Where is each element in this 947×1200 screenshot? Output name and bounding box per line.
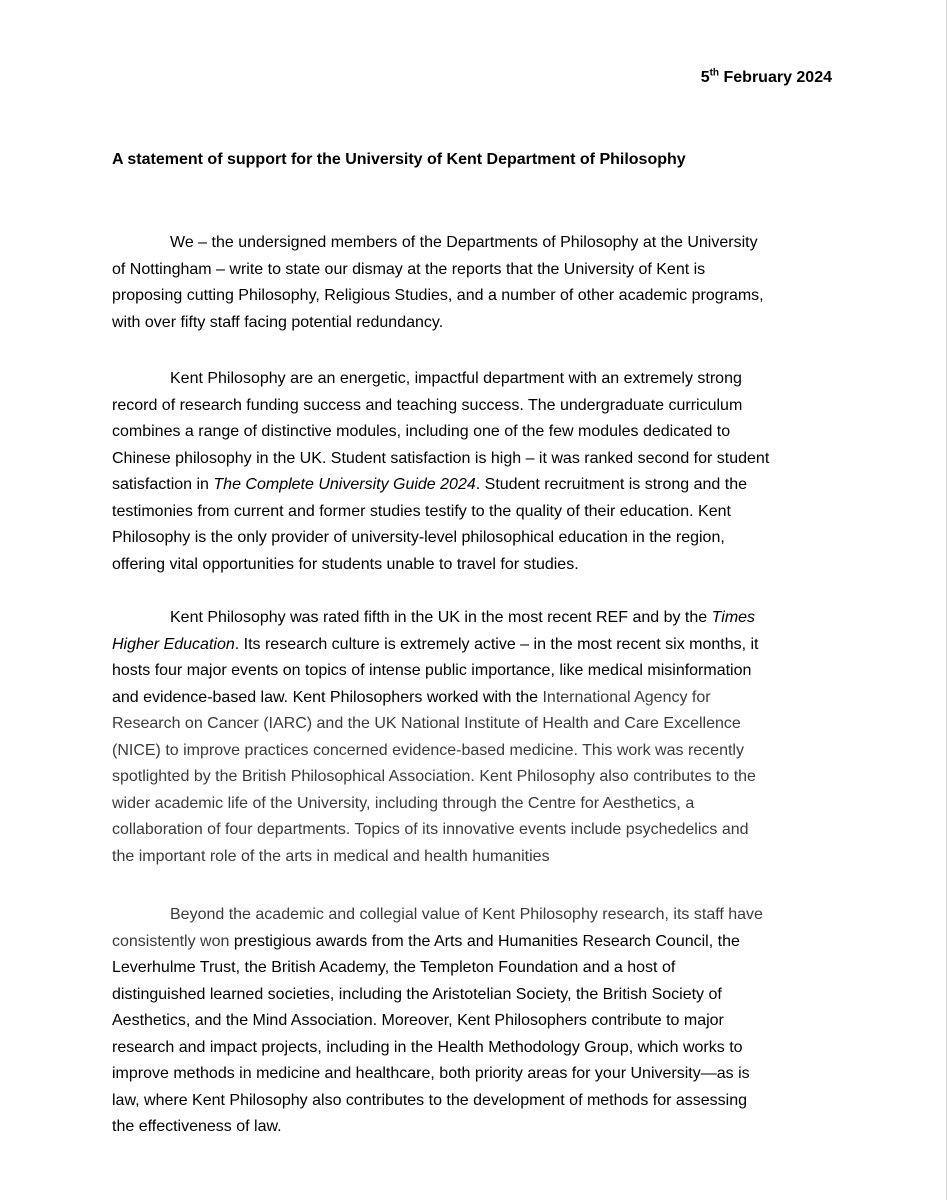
date-month-year: February 2024 <box>719 69 832 86</box>
paragraph-line: We – the undersigned members of the Departments of Philosophy at the University <box>170 234 758 251</box>
text-segment: . Its research culture is extremely active – in the most recent six months, it <box>234 635 759 653</box>
paragraph-line: Philosophy is the only provider of university-level philosophical education in the region, <box>112 529 725 546</box>
paragraph-line: the effectiveness of law. <box>112 1118 282 1135</box>
paragraph-line <box>112 472 834 499</box>
guide-title-italic: The Complete University Guide 2024 <box>213 476 476 493</box>
paragraph-line: Research on Cancer (IARC) and the UK National Institute of Health and Care Excellence <box>112 715 741 732</box>
paragraph-line: Kent Philosophy are an energetic, impactful department with an extremely strong <box>170 370 742 387</box>
text-segment: . Student recruitment is strong and the <box>475 476 748 493</box>
text-segment: satisfaction in <box>112 476 214 493</box>
letter-title: A statement of support for the University of Kent Department of Philosophy <box>112 151 686 168</box>
paragraph-line: offering vital opportunities for students unable to travel for studies. <box>112 555 579 573</box>
paragraph-line <box>112 685 834 712</box>
paragraph-line <box>112 605 834 632</box>
paragraph-line: law, where Kent Philosophy also contributes to the development of methods for assessing <box>112 1091 748 1109</box>
text-segment: and evidence-based law. Kent Philosophers worked with the <box>112 688 543 706</box>
paragraph-3 <box>112 605 834 870</box>
date-suffix: th <box>709 67 720 79</box>
paragraph-2 <box>112 366 834 578</box>
paragraph-1 <box>112 230 834 336</box>
paragraph-line: Beyond the academic and collegial value of Kent Philosophy research, its staff have <box>170 906 763 923</box>
paragraph-line: record of research funding success and teaching success. The undergraduate curriculum <box>112 396 743 414</box>
text-segment: Kent Philosophy was rated fifth in the UK in the most recent REF and by the <box>170 609 712 626</box>
paragraph-line: Aesthetics, and the Mind Association. Moreover, Kent Philosophers contribute to major <box>112 1012 724 1029</box>
paragraph-line: wider academic life of the University, including through the Centre for Aesthetics, a <box>112 794 695 812</box>
paragraph-line: research and impact projects, including in the Health Methodology Group, which works to <box>112 1038 743 1056</box>
paragraph-4 <box>112 902 834 1141</box>
text-segment: prestigious awards from the Arts and Humanities Research Council, the <box>233 932 740 950</box>
paragraph-line: combines a range of distinctive modules, including one of the few modules dedicated to <box>112 423 731 440</box>
publication-italic: Higher Education <box>112 635 235 653</box>
paragraph-line: proposing cutting Philosophy, Religious Studies, and a number of other academic programs, <box>112 287 764 304</box>
letter-date <box>701 69 832 87</box>
paragraph-line: with over fifty staff facing potential redundancy. <box>112 313 444 331</box>
paragraph-line: collaboration of four departments. Topics of its innovative events include psychedelics and <box>112 821 749 838</box>
paragraph-line: Chinese philosophy in the UK. Student satisfaction is high – it was ranked second for student <box>112 449 770 467</box>
paragraph-line: hosts four major events on topics of intense public importance, like medical misinformation <box>112 662 752 679</box>
paragraph-line: distinguished learned societies, including the Aristotelian Society, the British Society of <box>112 985 722 1003</box>
paragraph-line: of Nottingham – write to state our dismay at the reports that the University of Kent is <box>112 260 706 278</box>
text-segment-grey: International Agency for <box>542 688 711 706</box>
paragraph-line <box>112 632 834 659</box>
paragraph-line: spotlighted by the British Philosophical Association. Kent Philosophy also contributes to the <box>112 768 756 785</box>
paragraph-line: testimonies from current and former studies testify to the quality of their education. Kent <box>112 502 731 520</box>
paragraph-line: Leverhulme Trust, the British Academy, the Templeton Foundation and a host of <box>112 959 676 976</box>
paragraph-line: (NICE) to improve practices concerned evidence-based medicine. This work was recently <box>112 741 744 759</box>
publication-italic: Times <box>711 609 756 626</box>
paragraph-line: the important role of the arts in medical and health humanities <box>112 847 550 865</box>
paragraph-line: improve methods in medicine and healthcare, both priority areas for your University—as is <box>112 1065 750 1082</box>
date-day: 5 <box>700 69 710 86</box>
paragraph-line <box>112 929 834 956</box>
text-segment-grey: consistently won <box>112 932 234 950</box>
